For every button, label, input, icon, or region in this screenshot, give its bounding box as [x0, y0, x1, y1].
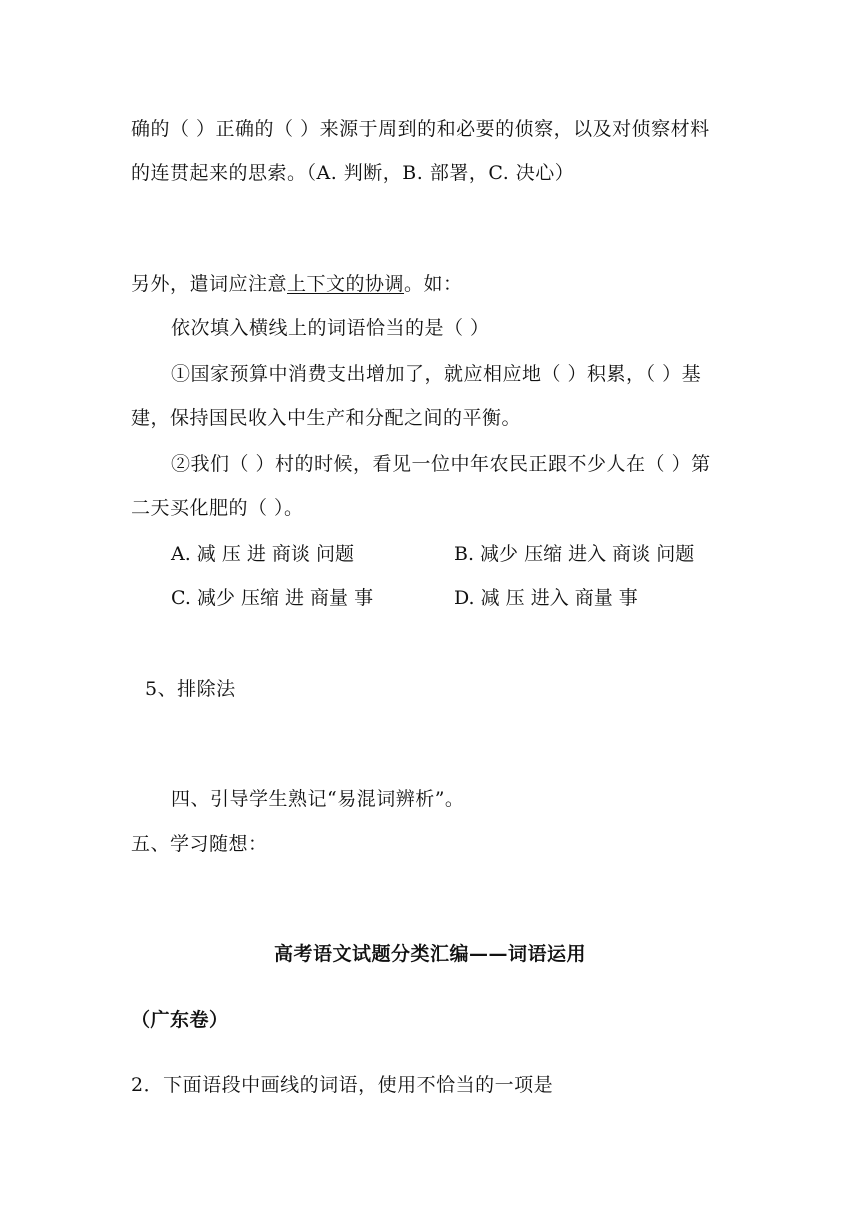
item2-line2: 二天买化肥的（ ）。: [131, 497, 304, 519]
item1-line1: ①国家预算中消费支出增加了，就应相应地（ ）积累，（ ）基: [171, 363, 702, 385]
compilation-title: 高考语文试题分类汇编——词语运用: [273, 943, 586, 965]
section-4: 四、引导学生熟记“易混词辨析”。: [171, 788, 465, 810]
region-label: （广东卷）: [131, 1009, 229, 1031]
para1-line2: 的连贯起来的思索。（A. 判断，B. 部署，C. 决心）: [131, 162, 575, 184]
option-b: B. 减少 压缩 进入 商谈 问题: [454, 543, 695, 565]
para2: [131, 271, 463, 297]
section-5: 五、学习随想：: [131, 833, 268, 855]
question-2: 2．下面语段中画线的词语，使用不恰当的一项是: [131, 1074, 554, 1096]
item2-line1: ②我们（ ）村的时候，看见一位中年农民正跟不少人在（ ）第: [171, 453, 711, 475]
item1-line2: 建，保持国民收入中生产和分配之间的平衡。: [131, 407, 522, 429]
para2-prefix: 另外，遣词应注意: [131, 273, 288, 295]
option-a: A. 减 压 进 商谈 问题: [171, 543, 354, 565]
para1-line1: 确的（ ）正确的（ ）来源于周到的和必要的侦察，以及对侦察材料: [131, 118, 710, 140]
para2-suffix: 。如：: [404, 273, 463, 295]
para2-underlined: 上下文的协调: [287, 273, 405, 295]
option-d: D. 减 压 进入 商量 事: [454, 587, 638, 609]
option-c: C. 减少 压缩 进 商量 事: [171, 587, 374, 609]
question-stem: 依次填入横线上的词语恰当的是（ ）: [171, 317, 490, 339]
method-5: 5、排除法: [145, 678, 236, 700]
